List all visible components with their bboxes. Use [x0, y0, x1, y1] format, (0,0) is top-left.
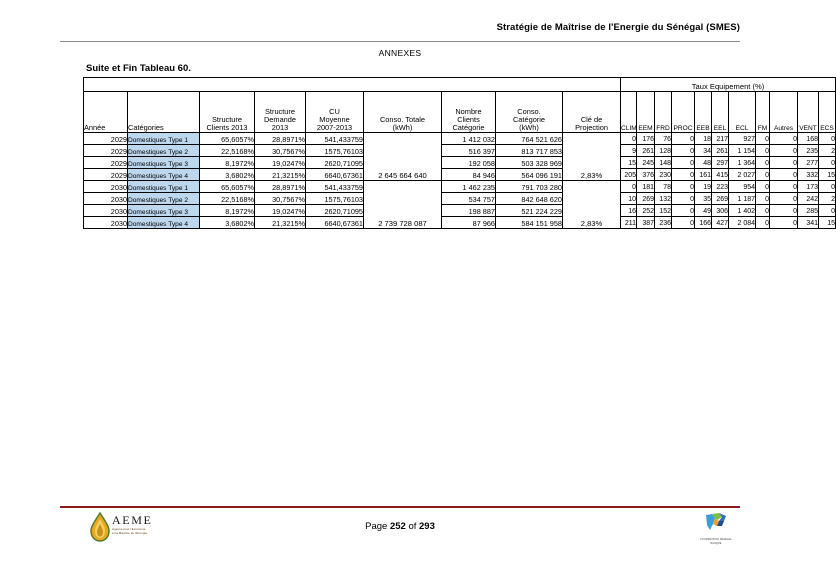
cell-frd: 152 [655, 205, 672, 217]
cell-clim: 205 [621, 169, 637, 181]
cell-vent: 173 [798, 181, 819, 193]
cell-eem: 261 [637, 145, 655, 157]
col-header-conso-categorie-l1: Conso. [517, 107, 541, 117]
cell-fm: 0 [756, 217, 770, 229]
cell-ecs: 15 [819, 217, 836, 229]
cell-nombre-clients: 198 887 [442, 205, 496, 217]
cell-structure-clients: 8,1972% [200, 205, 255, 217]
cell-vent: 168 [798, 133, 819, 145]
aeme-tagline-line1: Agence pour l'Economie [112, 527, 146, 531]
cell-structure-demande: 21,3215% [255, 169, 306, 181]
cell-eem: 245 [637, 157, 655, 169]
cell-categorie: Domestiques Type 4 [128, 217, 200, 229]
cell-vent: 235 [798, 145, 819, 157]
table-row [84, 181, 836, 193]
cell-vent: 341 [798, 217, 819, 229]
cell-annee: 2030 [84, 181, 128, 193]
cell-proc: 0 [672, 217, 695, 229]
col-header-structure-demande [255, 92, 306, 133]
table-column-header-row [84, 92, 836, 133]
col-header-structure-demande-l3: 2013 [271, 123, 289, 133]
cell-autres: 0 [770, 169, 798, 181]
cell-clim: 9 [621, 145, 637, 157]
cell-cu-moyenne: 541,433759 [306, 133, 364, 145]
page-number-current: 252 [389, 521, 406, 532]
cell-eeb: 18 [695, 133, 712, 145]
cell-eel: 223 [712, 181, 729, 193]
cell-categorie: Domestiques Type 1 [128, 133, 200, 145]
col-header-structure-clients [200, 92, 255, 133]
cell-nombre-clients: 534 757 [442, 193, 496, 205]
cell-structure-clients: 22,5168% [200, 193, 255, 205]
cell-cu-moyenne: 6640,67361 [306, 217, 364, 229]
table-row [84, 145, 836, 157]
col-header-categories: Catégories [128, 92, 200, 133]
col-header-cu-moyenne-l1: CU [329, 107, 340, 117]
partner-logo [694, 512, 738, 546]
cell-frd: 230 [655, 169, 672, 181]
data-table-container [83, 77, 836, 229]
col-header-cu-moyenne-l2: Moyenne [319, 115, 350, 125]
section-label: ANNEXES [378, 48, 422, 58]
cell-conso-totale-2030: 2 739 728 087 [364, 181, 442, 229]
cell-conso-categorie: 813 717 853 [496, 145, 563, 157]
cell-conso-categorie: 842 648 620 [496, 193, 563, 205]
cell-structure-demande: 21,3215% [255, 217, 306, 229]
cell-nombre-clients: 87 966 [442, 217, 496, 229]
cell-eel: 427 [712, 217, 729, 229]
cell-eel: 415 [712, 169, 729, 181]
cell-eeb: 161 [695, 169, 712, 181]
cell-cu-moyenne: 541,433759 [306, 181, 364, 193]
cell-cu-moyenne: 1575,76103 [306, 145, 364, 157]
col-header-nombre-clients-l2: Clients [457, 115, 480, 125]
aeme-wordmark: AEME [112, 513, 153, 527]
cell-cle-projection-2030: 2,83% [563, 181, 621, 229]
cell-nombre-clients: 192 058 [442, 157, 496, 169]
cell-ecl: 927 [729, 133, 756, 145]
partner-tagline [694, 538, 738, 546]
cell-fm: 0 [756, 133, 770, 145]
cell-ecs: 0 [819, 133, 836, 145]
cell-proc: 0 [672, 181, 695, 193]
cell-autres: 0 [770, 193, 798, 205]
aeme-tagline [112, 527, 147, 536]
col-header-eeb: EEB [695, 92, 712, 133]
cell-vent: 242 [798, 193, 819, 205]
table-row [84, 205, 836, 217]
cell-eem: 181 [637, 181, 655, 193]
cell-frd: 236 [655, 217, 672, 229]
cell-ecl: 1 187 [729, 193, 756, 205]
cell-frd: 148 [655, 157, 672, 169]
table-row [84, 157, 836, 169]
cell-fm: 0 [756, 193, 770, 205]
cell-categorie: Domestiques Type 1 [128, 181, 200, 193]
cell-structure-clients: 65,6057% [200, 181, 255, 193]
cell-structure-clients: 3,6802% [200, 169, 255, 181]
cell-structure-clients: 3,6802% [200, 217, 255, 229]
page-number-of: of [408, 521, 417, 532]
cell-structure-demande: 28,8971% [255, 181, 306, 193]
group-header-blank [84, 78, 621, 92]
cell-eel: 306 [712, 205, 729, 217]
cell-annee: 2030 [84, 193, 128, 205]
col-header-structure-clients-l2: Clients 2013 [206, 123, 248, 133]
col-header-cle-projection-l2: Projection [575, 123, 608, 133]
cell-conso-categorie: 503 328 969 [496, 157, 563, 169]
cell-fm: 0 [756, 181, 770, 193]
cell-autres: 0 [770, 181, 798, 193]
table-row [84, 133, 836, 145]
cell-structure-clients: 8,1972% [200, 157, 255, 169]
cell-proc: 0 [672, 169, 695, 181]
cell-nombre-clients: 84 946 [442, 169, 496, 181]
cell-cle-projection-2029: 2,83% [563, 133, 621, 181]
cell-conso-categorie: 521 224 229 [496, 205, 563, 217]
cell-ecs: 0 [819, 157, 836, 169]
cell-annee: 2029 [84, 145, 128, 157]
col-header-conso-totale-l2: (kWh) [392, 123, 413, 133]
col-header-eel: EEL [712, 92, 729, 133]
aeme-tagline-line2: et la Maitrise de l'Energie [112, 531, 148, 536]
col-header-structure-demande-l2: Demande [263, 115, 297, 125]
col-header-clim: CLIM [621, 92, 637, 133]
cell-conso-categorie: 584 151 958 [496, 217, 563, 229]
cell-cu-moyenne: 2620,71095 [306, 205, 364, 217]
col-header-conso-categorie-l3: (kWh) [519, 123, 539, 133]
cell-autres: 0 [770, 217, 798, 229]
cell-cu-moyenne: 1575,76103 [306, 193, 364, 205]
cell-frd: 76 [655, 133, 672, 145]
cell-clim: 0 [621, 133, 637, 145]
cell-ecs: 0 [819, 181, 836, 193]
col-header-conso-totale [364, 92, 442, 133]
cell-categorie: Domestiques Type 3 [128, 157, 200, 169]
cell-ecl: 954 [729, 181, 756, 193]
col-header-cu-moyenne-l3: 2007-2013 [316, 123, 353, 133]
cell-ecl: 2 084 [729, 217, 756, 229]
cell-ecs: 0 [819, 205, 836, 217]
cell-frd: 78 [655, 181, 672, 193]
africa-map-icon [703, 512, 729, 532]
cell-proc: 0 [672, 145, 695, 157]
col-header-nombre-clients-l1: Nombre [455, 107, 482, 117]
cell-categorie: Domestiques Type 2 [128, 193, 200, 205]
cell-annee: 2029 [84, 157, 128, 169]
cell-nombre-clients: 1 462 235 [442, 181, 496, 193]
cell-eem: 252 [637, 205, 655, 217]
cell-eeb: 35 [695, 193, 712, 205]
cell-vent: 277 [798, 157, 819, 169]
cell-eel: 297 [712, 157, 729, 169]
cell-eem: 269 [637, 193, 655, 205]
col-header-annee: Année [84, 92, 128, 133]
col-header-conso-categorie [496, 92, 563, 133]
cell-eem: 176 [637, 133, 655, 145]
cell-structure-clients: 22,5168% [200, 145, 255, 157]
cell-annee: 2030 [84, 217, 128, 229]
cell-nombre-clients: 516 397 [442, 145, 496, 157]
cell-fm: 0 [756, 169, 770, 181]
cell-ecs: 15 [819, 169, 836, 181]
cell-conso-categorie: 764 521 626 [496, 133, 563, 145]
cell-autres: 0 [770, 145, 798, 157]
table-row [84, 193, 836, 205]
table-row [84, 217, 836, 229]
cell-eeb: 48 [695, 157, 712, 169]
cell-structure-clients: 65,6057% [200, 133, 255, 145]
page-number-total: 293 [419, 521, 435, 532]
flame-icon [90, 512, 110, 542]
cell-conso-categorie: 564 096 191 [496, 169, 563, 181]
running-header: Stratégie de Maîtrise de l'Energie du Sénégal (SMES) [496, 22, 740, 33]
cell-structure-demande: 19,0247% [255, 157, 306, 169]
table-group-header-row [84, 78, 836, 92]
cell-eem: 376 [637, 169, 655, 181]
col-header-ecs: ECS [819, 92, 836, 133]
cell-fm: 0 [756, 157, 770, 169]
cell-clim: 0 [621, 181, 637, 193]
cell-clim: 15 [621, 157, 637, 169]
cell-proc: 0 [672, 133, 695, 145]
cell-autres: 0 [770, 157, 798, 169]
cell-nombre-clients: 1 412 032 [442, 133, 496, 145]
cell-cu-moyenne: 6640,67361 [306, 169, 364, 181]
col-header-fm: FM [756, 92, 770, 133]
col-header-frd: FRD [655, 92, 672, 133]
cell-eeb: 34 [695, 145, 712, 157]
cell-annee: 2029 [84, 133, 128, 145]
col-header-cle-projection [563, 92, 621, 133]
cell-ecs: 2 [819, 145, 836, 157]
col-header-structure-clients-l1: Structure [212, 115, 242, 125]
page-number-label: Page [365, 521, 388, 532]
cell-annee: 2030 [84, 205, 128, 217]
cell-eel: 269 [712, 193, 729, 205]
cell-ecs: 2 [819, 193, 836, 205]
cell-structure-demande: 30,7567% [255, 145, 306, 157]
annex-table-60 [83, 77, 836, 229]
cell-vent: 285 [798, 205, 819, 217]
cell-vent: 332 [798, 169, 819, 181]
cell-categorie: Domestiques Type 4 [128, 169, 200, 181]
cell-frd: 128 [655, 145, 672, 157]
partner-tagline-line1: COOPERATION SENEGAL [700, 538, 732, 541]
cell-conso-totale-2029: 2 645 664 640 [364, 133, 442, 181]
cell-proc: 0 [672, 205, 695, 217]
partner-tagline-line2: BANQUE [710, 542, 722, 546]
cell-ecl: 2 027 [729, 169, 756, 181]
cell-autres: 0 [770, 205, 798, 217]
table-caption: Suite et Fin Tableau 60. [86, 63, 191, 74]
aeme-logo [90, 512, 200, 542]
cell-clim: 16 [621, 205, 637, 217]
cell-categorie: Domestiques Type 3 [128, 205, 200, 217]
cell-structure-demande: 28,8971% [255, 133, 306, 145]
cell-categorie: Domestiques Type 2 [128, 145, 200, 157]
cell-fm: 0 [756, 145, 770, 157]
cell-eeb: 19 [695, 181, 712, 193]
cell-eel: 217 [712, 133, 729, 145]
group-header-taux-equipement: Taux Equipement (%) [621, 78, 836, 92]
cell-structure-demande: 19,0247% [255, 205, 306, 217]
cell-clim: 211 [621, 217, 637, 229]
cell-proc: 0 [672, 193, 695, 205]
cell-clim: 10 [621, 193, 637, 205]
col-header-conso-totale-l1: Conso. Totale [379, 115, 426, 125]
col-header-autres: Autres [770, 92, 798, 133]
col-header-nombre-clients-l3: Catégorie [452, 123, 485, 133]
cell-eem: 387 [637, 217, 655, 229]
cell-structure-demande: 30,7567% [255, 193, 306, 205]
col-header-structure-demande-l1: Structure [265, 107, 295, 117]
cell-eeb: 166 [695, 217, 712, 229]
cell-cu-moyenne: 2620,71095 [306, 157, 364, 169]
col-header-nombre-clients [442, 92, 496, 133]
cell-ecl: 1 364 [729, 157, 756, 169]
col-header-cu-moyenne [306, 92, 364, 133]
cell-ecl: 1 402 [729, 205, 756, 217]
col-header-eem: EEM [637, 92, 655, 133]
table-row [84, 169, 836, 181]
cell-fm: 0 [756, 205, 770, 217]
col-header-conso-categorie-l2: Catégorie [512, 115, 546, 125]
header-divider [60, 41, 740, 42]
cell-eel: 261 [712, 145, 729, 157]
cell-annee: 2029 [84, 169, 128, 181]
cell-frd: 132 [655, 193, 672, 205]
col-header-ecl: ECL [729, 92, 756, 133]
cell-ecl: 1 154 [729, 145, 756, 157]
col-header-cle-projection-l1: Clé de [580, 115, 603, 125]
cell-autres: 0 [770, 133, 798, 145]
footer-divider [60, 506, 740, 508]
col-header-vent: VENT [798, 92, 819, 133]
cell-eeb: 49 [695, 205, 712, 217]
cell-proc: 0 [672, 157, 695, 169]
cell-conso-categorie: 791 703 280 [496, 181, 563, 193]
col-header-proc: PROC [672, 92, 695, 133]
